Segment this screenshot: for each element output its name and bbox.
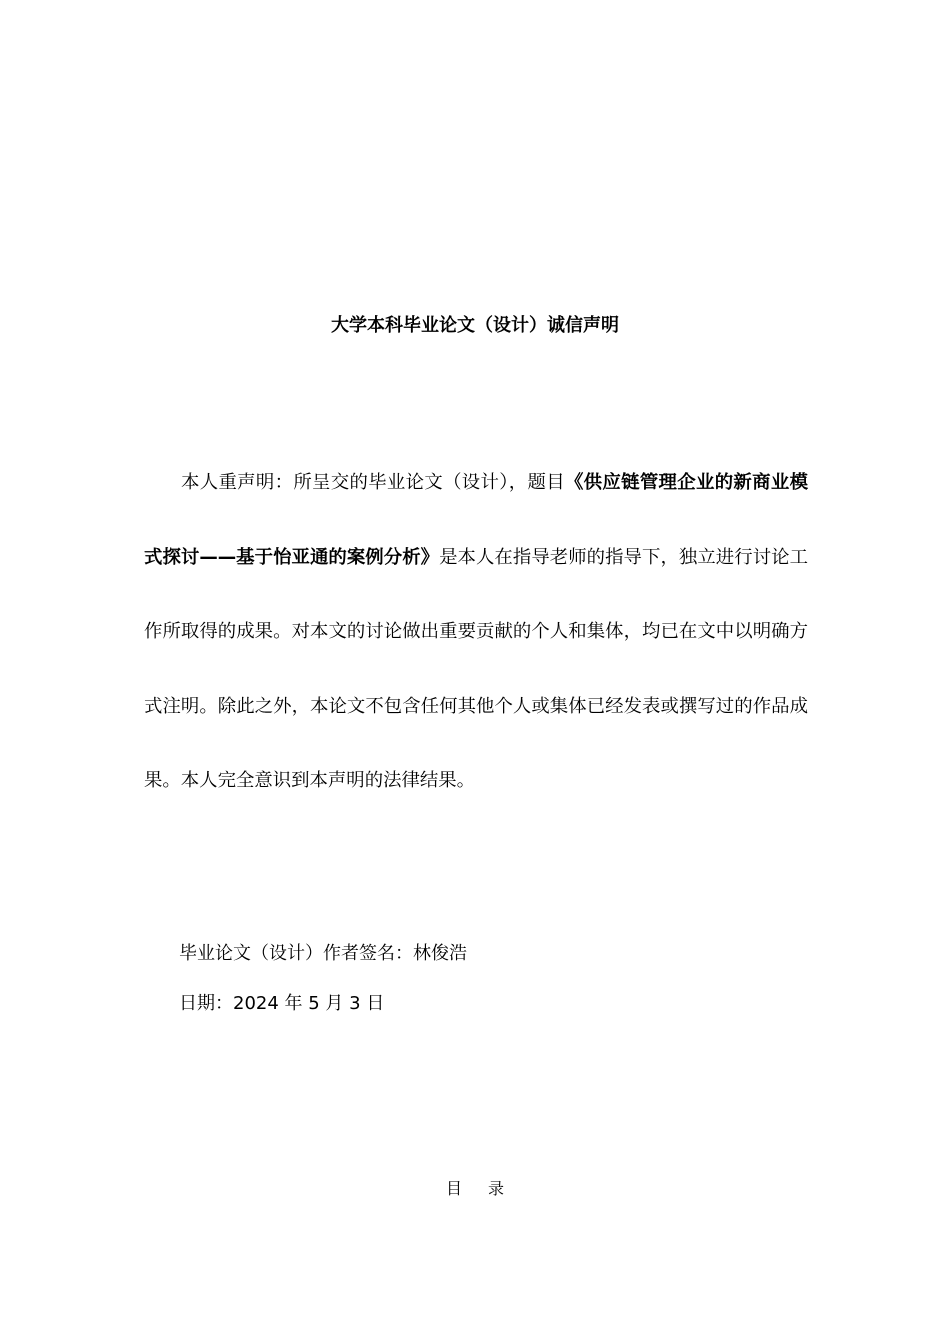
integrity-statement (144, 446, 808, 819)
statement-body: 是本人在指导老师的指导下，独立进行讨论工作所取得的成果。对本文的讨论做出重要贡献的个人和集体，均已在文中以明确方式注明。除此之外，本论文不包含任何其他个人或集体已经发表或撰写过的作品成果。本人完全意识到本声明的法律结果。 (144, 546, 808, 791)
date-value: 2024 年 5 月 3 日 (233, 993, 385, 1014)
toc-heading-char-2: 录 (488, 1179, 505, 1198)
author-name: 林俊浩 (413, 943, 467, 964)
toc-heading (0, 1177, 950, 1201)
author-signature-line (179, 940, 467, 968)
statement-intro: 本人重声明：所呈交的毕业论文（设计），题目 (181, 472, 565, 493)
date-line (179, 990, 384, 1018)
page-title: 大学本科毕业论文（设计）诚信声明 (331, 315, 619, 336)
toc-heading-char-1: 目 (445, 1179, 462, 1198)
date-label: 日期： (179, 993, 233, 1014)
thesis-title: 《供应链管理企业的新商业模式探讨——基于怡亚通的案例分析》 (144, 472, 808, 568)
signature-label: 毕业论文（设计）作者签名： (179, 943, 413, 964)
